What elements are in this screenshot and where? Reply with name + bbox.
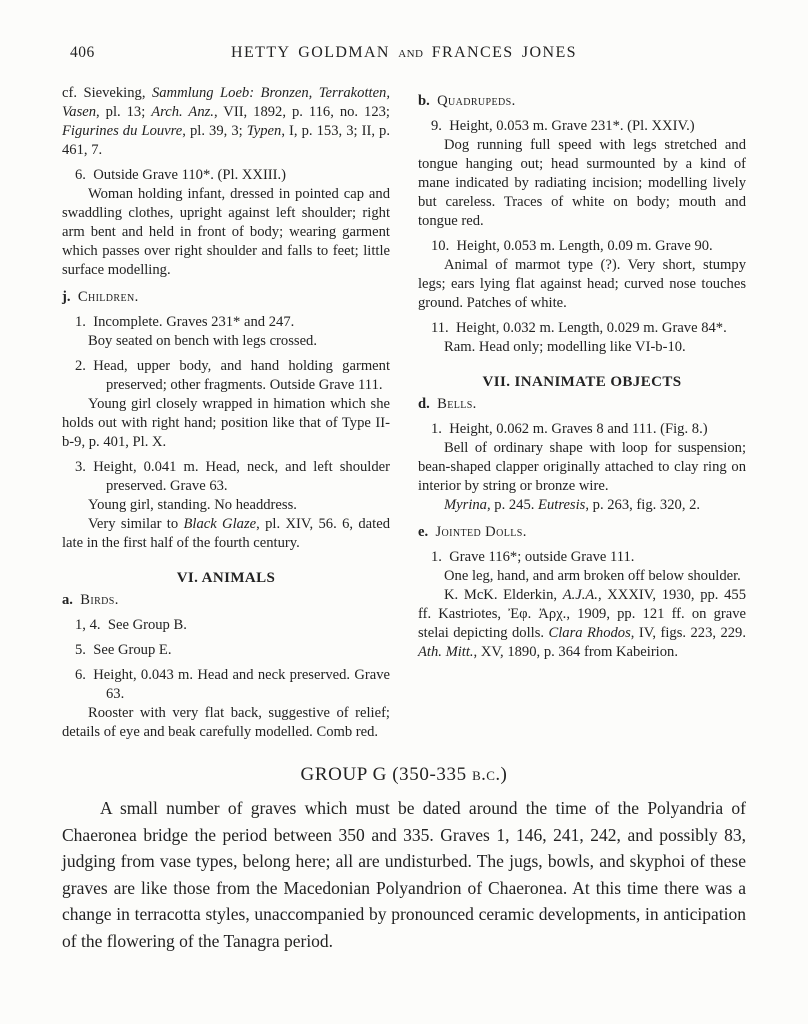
page-header: [0, 0, 808, 66]
text-run: , XV, 1890, p. 364 from Kabeirion.: [473, 644, 678, 660]
item-number: 1.: [75, 314, 94, 330]
paragraph: [62, 704, 390, 742]
category-letter: j.: [62, 289, 78, 305]
paragraph: [418, 496, 746, 515]
text-run: Head, upper body, and hand holding garment preserved; other fragments. Outside Grave 111.: [93, 358, 390, 393]
category-word: Quadrupeds.: [437, 93, 516, 109]
text-run: Height, 0.053 m. Length, 0.09 m. Grave 90.: [456, 238, 713, 254]
paragraph: [62, 332, 390, 351]
category-word: Bells.: [437, 396, 477, 412]
category-word: Jointed Dolls.: [435, 524, 527, 540]
numbered-item: [418, 319, 746, 338]
numbered-item: [62, 666, 390, 704]
group-g-section: [0, 764, 808, 954]
item-number: 6.: [75, 167, 94, 183]
item-number: 10.: [431, 238, 457, 254]
category-word: Children.: [77, 289, 139, 305]
category-label: [418, 92, 746, 111]
section-heading: VI. ANIMALS: [176, 570, 276, 586]
paragraph: [418, 136, 746, 231]
right-column: [418, 84, 746, 742]
group-g-heading: [62, 764, 746, 786]
numbered-item: [62, 458, 390, 496]
text-run: ): [500, 764, 508, 785]
numbered-item: [62, 641, 390, 660]
text-run: HETTY GOLDMAN: [231, 44, 399, 61]
text-run: Arch. Anz.: [151, 104, 214, 120]
left-column: [62, 84, 390, 742]
text-run: Black Glaze: [183, 516, 257, 532]
numbered-item: [62, 616, 390, 635]
text-run: K. McK. Elderkin,: [444, 587, 563, 603]
numbered-item: [418, 420, 746, 439]
text-run: Bell of ordinary shape with loop for suspension; bean-shaped clapper originally attached to clay ring on interior by string or bronze wire.: [418, 440, 746, 494]
numbered-item: [62, 166, 390, 185]
text-run: FRANCES JONES: [423, 44, 577, 61]
numbered-item: [418, 548, 746, 567]
numbered-item: [62, 313, 390, 332]
numbered-item: [62, 357, 390, 395]
paragraph: [418, 567, 746, 586]
text-run: b.c.: [472, 764, 501, 785]
text-run: Height, 0.053 m. Grave 231*. (Pl. XXIV.): [449, 118, 695, 134]
item-number: 1.: [431, 549, 450, 565]
text-run: Outside Grave 110*. (Pl. XXIII.): [93, 167, 287, 183]
text-run: , I, p. 153, 3; II, p. 461, 7.: [62, 123, 390, 158]
text-run: , IV, figs. 223, 229.: [630, 625, 746, 641]
paragraph: [62, 496, 390, 515]
text-run: See Group E.: [93, 642, 172, 658]
numbered-item: [418, 117, 746, 136]
section-heading: VII. INANIMATE OBJECTS: [482, 374, 682, 390]
text-run: Clara Rhodos: [548, 625, 631, 641]
category-label: [62, 288, 390, 307]
category-label: [62, 591, 390, 610]
text-run: One leg, hand, and arm broken off below shoulder.: [444, 568, 741, 584]
text-run: Ath. Mitt.: [418, 644, 474, 660]
paragraph: [418, 586, 746, 662]
item-number: 5.: [75, 642, 94, 658]
paragraph: [62, 515, 390, 553]
text-run: Young girl, standing. No headdress.: [88, 497, 297, 513]
two-column-body: [0, 84, 808, 742]
text-run: Grave 116*; outside Grave 111.: [449, 549, 635, 565]
text-run: cf. Sieveking,: [62, 85, 152, 101]
paragraph: [418, 338, 746, 357]
text-run: Animal of marmot type (?). Very short, stumpy legs; ears lying flat against head; curved nose touches ground. Patches of white.: [418, 257, 746, 311]
item-number: 3.: [75, 459, 94, 475]
text-run: Height, 0.043 m. Head and neck preserved. Grave 63.: [93, 667, 390, 702]
text-run: Dog running full speed with legs stretched and tongue hanging out; head surmounted by a kind of mane indicated by radiating incision; modelling lively but careless. Traces of white on body; mouth and tongue red.: [418, 137, 746, 229]
text-run: , pl. XIV, 56. 6, dated late in the first half of the fourth century.: [62, 516, 390, 551]
category-word: Birds.: [80, 592, 119, 608]
text-run: Typen: [246, 123, 282, 139]
text-run: See Group B.: [107, 617, 187, 633]
text-run: Myrina: [444, 497, 487, 513]
paragraph: [62, 185, 390, 280]
item-number: 6.: [75, 667, 94, 683]
text-run: , p. 245.: [486, 497, 539, 513]
text-run: A small number of graves which must be dated around the time of the Polyandria of Chaeronea bridge the period between 350 and 335. Graves 1, 146, 241, 242, and possibly 83, judging from vase types, belong here; all are undisturbed. The jugs, bowls, and skyphoi of these graves are like those from the Macedonian Polyandrion of Chaeronea. At this time there was a change in terracotta styles, unaccompanied by pronounced ceramic developments, in anticipation of the flowering of the Tanagra period.: [62, 798, 746, 951]
text-run: Height, 0.032 m. Length, 0.029 m. Grave 84*.: [456, 320, 727, 336]
running-title: [0, 44, 808, 62]
category-letter: d.: [418, 396, 438, 412]
category-label: [418, 523, 746, 542]
text-run: , XXXIV, 1930, pp. 455 ff. Kastriotes, Ἐφ. Ἀρχ., 1909, pp. 121 ff. on grave stelai depicting dolls.: [418, 587, 746, 641]
text-run: GROUP G (350-335: [300, 764, 473, 785]
text-run: Incomplete. Graves 231* and 247.: [93, 314, 295, 330]
text-run: Eutresis: [538, 497, 586, 513]
item-number: 1, 4.: [75, 617, 108, 633]
text-run: Boy seated on bench with legs crossed.: [88, 333, 317, 349]
paragraph: [62, 395, 390, 452]
text-run: Height, 0.041 m. Head, neck, and left shoulder preserved. Grave 63.: [93, 459, 390, 494]
group-g-paragraph: [62, 795, 746, 954]
text-run: Woman holding infant, dressed in pointed cap and swaddling clothes, upright against left shoulder; right arm bent and held in front of body; wearing garment which passes over right shoulder and falls to feet; little surface modelling.: [62, 186, 390, 278]
paragraph: [62, 84, 390, 160]
item-number: 1.: [431, 421, 450, 437]
item-number: 2.: [75, 358, 94, 374]
numbered-item: [418, 237, 746, 256]
text-run: and: [398, 44, 424, 61]
text-run: , pl. 39, 3;: [182, 123, 247, 139]
text-run: Height, 0.062 m. Graves 8 and 111. (Fig. 8.): [449, 421, 708, 437]
category-letter: e.: [418, 524, 436, 540]
paragraph: [418, 256, 746, 313]
item-number: 11.: [431, 320, 456, 336]
text-run: Very similar to: [88, 516, 184, 532]
text-run: A.J.A.: [562, 587, 598, 603]
category-label: [418, 395, 746, 414]
category-letter: a.: [62, 592, 81, 608]
text-run: Figurines du Louvre: [62, 123, 183, 139]
text-run: Young girl closely wrapped in himation which she holds out with right hand; position like that of Type II-b-9, p. 401, Pl. X.: [62, 396, 390, 450]
item-number: 9.: [431, 118, 450, 134]
paragraph: [418, 439, 746, 496]
text-run: , VII, 1892, p. 116, no. 123;: [213, 104, 390, 120]
page-number: 406: [70, 44, 95, 61]
category-letter: b.: [418, 93, 438, 109]
text-run: Ram. Head only; modelling like VI-b-10.: [444, 339, 686, 355]
text-run: Sammlung Loeb: Bronzen, Terrakotten, Vasen: [62, 85, 390, 120]
text-run: , p. 263, fig. 320, 2.: [585, 497, 701, 513]
text-run: , pl. 13;: [96, 104, 152, 120]
text-run: Rooster with very flat back, suggestive of relief; details of eye and beak carefully modelled. Comb red.: [62, 705, 390, 740]
